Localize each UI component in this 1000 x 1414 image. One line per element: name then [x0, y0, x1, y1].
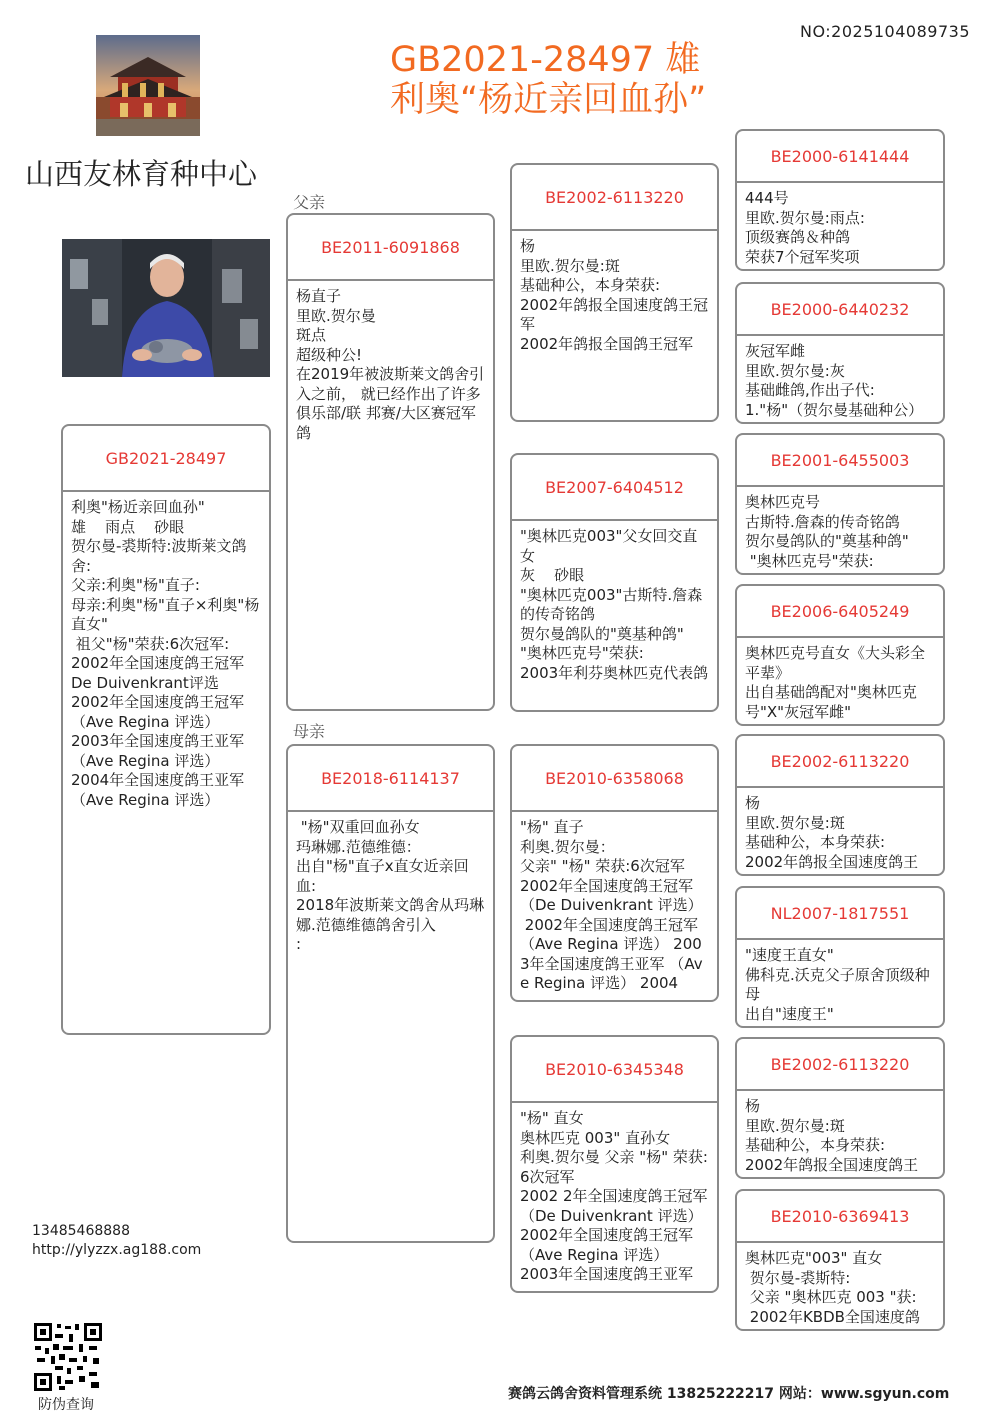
- system-footer: 赛鸽云鸽舍资料管理系统 13825222217 网站：www.sgyun.com: [508, 1386, 950, 1402]
- contact-phone: 13485468888: [32, 1223, 130, 1239]
- grandsire-maternal-description: "杨" 直子 利奥.贺尔曼： 父亲" "杨" 荣获:6次冠军 2002年全国速度鸽王冠军 （De Duivenkrant 评选） 2002年全国速度鸽王冠军 （Ave Regina 评选） 2003年全国速度鸽王亚军 （Ave Regina 评选） 2004: [520, 818, 703, 992]
- document-number: NO:2025104089735: [799, 22, 970, 41]
- grandsire-paternal-ring: BE2002-6113220: [512, 165, 717, 231]
- ancestor-card-8[interactable]: [735, 1189, 945, 1331]
- mother-card[interactable]: [286, 744, 495, 1243]
- granddam-maternal-card[interactable]: [510, 1035, 719, 1293]
- subject-description: 利奥"杨近亲回血孙" 雄 雨点 砂眼 贺尔曼-裘斯特:波斯莱文鸽舍: 父亲:利奥"杨"直子: 母亲:利奥"杨"直子×利奥"杨直女" 祖父"杨"荣获:6次冠军: 2002年全国速度鸽王冠军 De Duivenkrant评选 2002年全国速度鸽王冠军 （Ave Regina 评选） 2003年全国速度鸽王亚军 （Ave Regina 评选） 2004年全国速度鸽王亚军 （Ave Regina 评选）: [71, 498, 260, 809]
- ancestor-ring-7: BE2002-6113220: [737, 1039, 943, 1091]
- title-line-1: GB2021-28497 雄: [390, 40, 701, 80]
- ancestor-ring-3: BE2001-6455003: [737, 435, 943, 487]
- ancestor-card-7[interactable]: [735, 1037, 945, 1179]
- ancestor-description-8: 奥林匹克"003" 直女 贺尔曼-裘斯特: 父亲 "奥林匹克 003 "获: 2002年KBDB全国速度鸽: [745, 1249, 920, 1326]
- subject-card[interactable]: [61, 424, 271, 1035]
- granddam-maternal-ring: BE2010-6345348: [512, 1037, 717, 1103]
- father-card[interactable]: [286, 213, 495, 711]
- father-label: 父亲: [293, 193, 326, 212]
- grandsire-paternal-description: 杨 里欧.贺尔曼:斑 基础种公，本身荣获: 2002年鸽报全国速度鸽王冠军 2002年鸽报全国鸽王冠军: [520, 237, 709, 353]
- mother-ring-number: BE2018-6114137: [288, 746, 493, 812]
- subject-ring-number: GB2021-28497: [63, 426, 269, 492]
- ancestor-description-4: 奥林匹克号直女《大头彩全平辈》 出自基础鸽配对"奥林匹克号"X"灰冠军雌": [745, 644, 926, 721]
- title-line-2: 利奥“杨近亲回血孙”: [390, 80, 707, 120]
- ancestor-card-1[interactable]: [735, 129, 945, 271]
- grandsire-paternal-card[interactable]: [510, 163, 719, 422]
- ancestor-ring-2: BE2000-6440232: [737, 284, 943, 336]
- mother-label: 母亲: [293, 722, 326, 741]
- granddam-maternal-description: "杨" 直女 奥林匹克 003" 直孙女 利奥.贺尔曼 父亲 "杨" 荣获:6次冠军 2002 2年全国速度鸽王冠军 （De Duivenkrant 评选） 2002年全国速度鸽王冠军 （Ave Regina 评选） 2003年全国速度鸽王亚军: [520, 1109, 708, 1283]
- ancestor-description-5: 杨 里欧.贺尔曼:斑 基础种公，本身荣获: 2002年鸽报全国速度鸽王: [745, 794, 919, 871]
- ancestor-description-1: 444号 里欧.贺尔曼:雨点: 顶级赛鸽＆种鸽 荣获7个冠军奖项: [745, 189, 865, 266]
- ancestor-ring-4: BE2006-6405249: [737, 586, 943, 638]
- page-title: [390, 40, 706, 120]
- grandsire-maternal-ring: BE2010-6358068: [512, 746, 717, 812]
- ancestor-description-6: "速度王直女" 佛科克.沃克父子原舍顶级种母 出自"速度王": [745, 946, 930, 1023]
- granddam-paternal-ring: BE2007-6404512: [512, 455, 717, 521]
- ancestor-description-7: 杨 里欧.贺尔曼:斑 基础种公，本身荣获: 2002年鸽报全国速度鸽王: [745, 1097, 919, 1174]
- ancestor-card-3[interactable]: [735, 433, 945, 575]
- ancestor-description-2: 灰冠军雌 里欧.贺尔曼:灰 基础雌鸽,作出子代: 1."杨"（贺尔曼基础种公）: [745, 342, 924, 419]
- breeder-photo: [62, 239, 270, 377]
- ancestor-ring-5: BE2002-6113220: [737, 736, 943, 788]
- granddam-paternal-description: "奥林匹克003"父女回交直女 灰 砂眼 "奥林匹克003"古斯特.詹森的传奇铭鸽 贺尔曼鸽队的"奠基种鸽" "奥林匹克号"荣获: 2003年利芬奥林匹克代表鸽: [520, 527, 709, 682]
- mother-description: "杨"双重回血孙女 玛琳娜.范德维德： 出自"杨"直子x直女近亲回血: 2018年波斯莱文鸽舍从玛琳娜.范德维德鸽舍引入 :: [296, 818, 485, 953]
- ancestor-ring-8: BE2010-6369413: [737, 1191, 943, 1243]
- ancestor-description-3: 奥林匹克号 古斯特.詹森的传奇铭鸽 贺尔曼鸽队的"奠基种鸽" "奥林匹克号"荣获:: [745, 493, 909, 570]
- qr-label: 防伪查询: [38, 1397, 94, 1413]
- qr-code-icon[interactable]: [33, 1322, 103, 1392]
- ancestor-card-5[interactable]: [735, 734, 945, 876]
- grandsire-maternal-card[interactable]: [510, 744, 719, 1002]
- father-ring-number: BE2011-6091868: [288, 215, 493, 281]
- palace-logo-image: [96, 35, 200, 136]
- granddam-paternal-card[interactable]: [510, 453, 719, 712]
- father-description: 杨直子 里欧.贺尔曼 斑点 超级种公! 在2019年被波斯莱文鸽舍引入之前， 就已经作出了许多俱乐部/联 邦赛/大区赛冠军鸽: [296, 287, 485, 442]
- breeding-center-name: 山西友林育种中心: [25, 157, 258, 191]
- ancestor-card-2[interactable]: [735, 282, 945, 424]
- ancestor-ring-1: BE2000-6141444: [737, 131, 943, 183]
- contact-info: [32, 1222, 201, 1260]
- ancestor-ring-6: NL2007-1817551: [737, 888, 943, 940]
- contact-url[interactable]: http://ylyzzx.ag188.com: [32, 1242, 202, 1258]
- ancestor-card-6[interactable]: [735, 886, 945, 1028]
- ancestor-card-4[interactable]: [735, 584, 945, 726]
